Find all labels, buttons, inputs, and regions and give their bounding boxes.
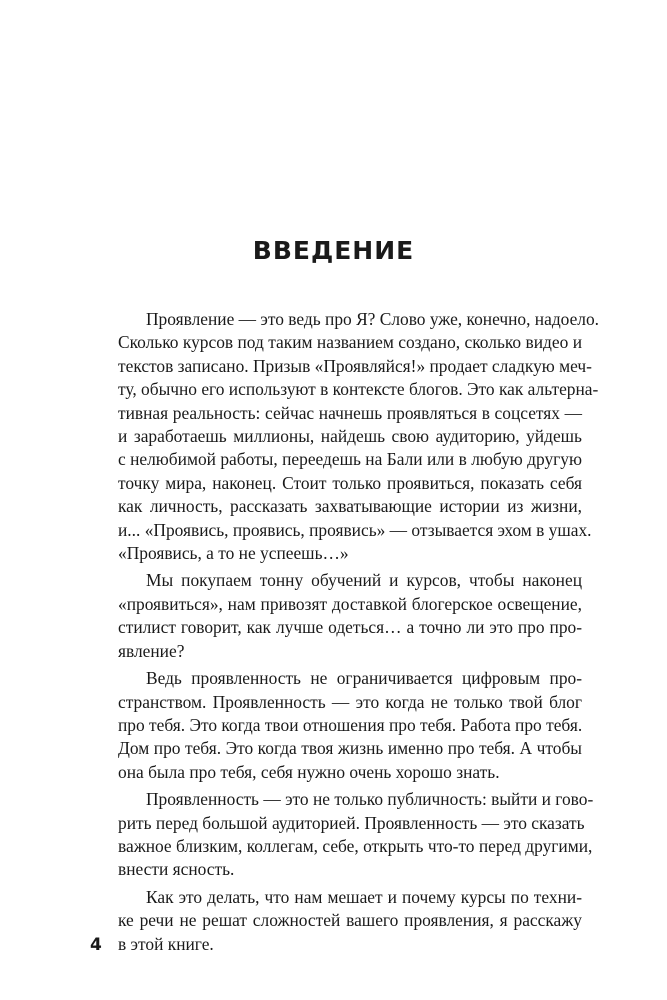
text-line: и... «Проявись, проявись, проявись» — отзывается эхом в ушах. (118, 519, 592, 540)
text-line: она была про тебя, себя нужно очень хорошо знать. (118, 761, 500, 782)
text-line: и заработаешь миллионы, найдешь свою аудиторию, уйдешь (118, 426, 582, 447)
paragraph (90, 886, 582, 956)
text-line: Дом про тебя. Это когда твоя жизнь именно про тебя. А чтобы (118, 738, 582, 759)
paragraph (90, 308, 600, 565)
text-line: Проявление — это ведь про Я? Слово уже, конечно, надоело. (146, 309, 600, 329)
text-line: важное близким, коллегам, себе, открыть что-то перед другими, (118, 835, 593, 856)
text-line: ке речи не решат сложностей вашего проявления, я расскажу (118, 910, 582, 931)
text-line: стилист говорит, как лучше одеться… а точно ли это про про- (118, 617, 582, 638)
text-line: точку мира, наконец. Стоит только проявиться, показать себя (118, 472, 582, 493)
text-line: про тебя. Это когда твои отношения про тебя. Работа про тебя. (118, 714, 583, 735)
paragraph-4 (90, 788, 594, 882)
text-line: «проявиться», нам привозят доставкой блогерское освещение, (118, 593, 582, 614)
text-line: текстов записано. Призыв «Проявляйся!» продает сладкую меч- (118, 355, 592, 376)
text-line: ту, обычно его используют в контексте блогов. Это как альтерна- (118, 379, 599, 400)
paragraph-3 (90, 667, 582, 784)
text-line: Мы покупаем тонну обучений и курсов, чтобы наконец (146, 570, 582, 591)
paragraph (90, 667, 582, 784)
text-line: явление? (118, 640, 185, 661)
text-line: тивная реальность: сейчас начнешь проявляться в соцсетях — (118, 402, 582, 423)
text-line: Сколько курсов под таким названием создано, сколько видео и (118, 332, 582, 353)
paragraph (90, 569, 582, 663)
page-number: 4 (90, 935, 102, 955)
text-line: рить перед большой аудиторией. Проявленность — это сказать (118, 812, 585, 833)
paragraph (90, 788, 594, 882)
paragraph-2 (90, 569, 582, 663)
text-line: странством. Проявленность — это когда не только твой блог (118, 691, 582, 712)
text-line: как личность, рассказать захватывающие истории из жизни, (118, 496, 582, 517)
text-line: Ведь проявленность не ограничивается цифровым про- (146, 668, 582, 689)
text-line: Проявленность — это не только публичность: выйти и гово- (146, 789, 594, 810)
chapter-body (90, 308, 600, 960)
text-line: внести ясность. (118, 859, 235, 880)
text-line: Как это делать, что нам мешает и почему курсы по техни- (146, 886, 582, 907)
paragraph-1 (90, 308, 600, 565)
paragraph-5 (90, 886, 582, 956)
text-line: в этой книге. (118, 933, 214, 954)
chapter-title: ВВЕДЕНИЕ (252, 236, 415, 265)
text-line: «Проявись, а то не успеешь…» (118, 543, 349, 564)
text-line: с нелюбимой работы, переедешь на Бали или в любую другую (118, 449, 582, 470)
